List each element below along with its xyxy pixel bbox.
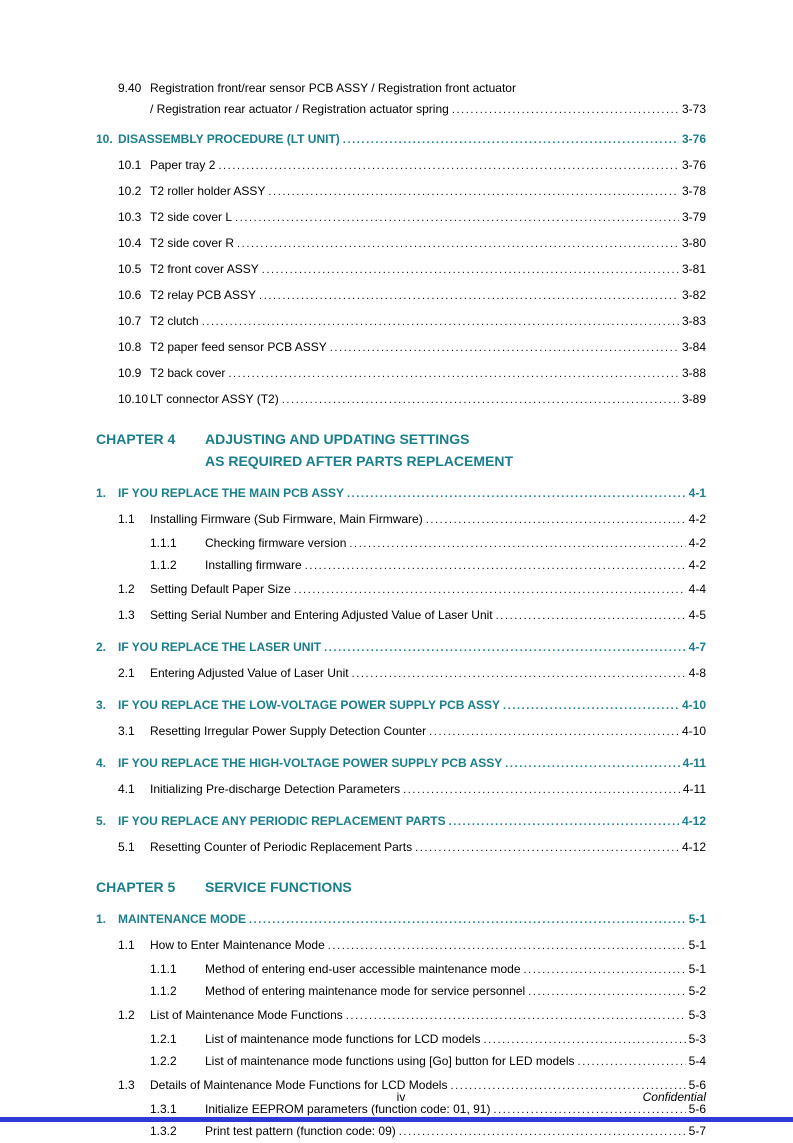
toc-entry[interactable] — [96, 533, 706, 555]
toc-leader-dots — [237, 231, 679, 257]
toc-entry-page: 5-3 — [688, 1008, 706, 1022]
toc-leader-dots — [426, 507, 686, 533]
toc-leader-dots — [282, 387, 679, 413]
toc-entry-number: 1.2 — [118, 582, 135, 596]
footer-confidential-label: Confidential — [642, 1090, 706, 1104]
toc-leader-dots — [415, 835, 679, 861]
toc-entry-page: 4-12 — [681, 840, 706, 854]
toc-entry-number: 1.3 — [118, 608, 135, 622]
toc-entry-title: Installing firmware — [205, 558, 302, 572]
toc-entry[interactable] — [96, 361, 706, 387]
chapter-heading — [96, 428, 706, 472]
toc-leader-dots — [505, 751, 679, 777]
toc-leader-dots — [305, 555, 686, 577]
chapter-heading — [96, 876, 706, 898]
chapter-title-line: AS REQUIRED AFTER PARTS REPLACEMENT — [205, 453, 514, 469]
toc-entry-title: Method of entering maintenance mode for service personnel — [205, 984, 526, 998]
toc-leader-dots — [452, 99, 679, 121]
toc-entry-title: Setting Serial Number and Entering Adjusted Value of Laser Unit — [150, 608, 493, 622]
toc-entry-title: IF YOU REPLACE ANY PERIODIC REPLACEMENT PARTS — [118, 814, 446, 828]
toc-entry-page: 5-1 — [688, 912, 706, 926]
toc-entry-title: List of maintenance mode functions using [Go] button for LED models — [205, 1054, 575, 1068]
chapter-titles — [205, 876, 706, 898]
toc-leader-dots — [524, 959, 686, 981]
toc-leader-dots — [503, 693, 679, 719]
toc-entry-number: 1.1.1 — [150, 536, 177, 550]
toc-leader-dots — [328, 933, 686, 959]
toc-entry-page: 5-4 — [688, 1054, 706, 1068]
toc-entry-title: T2 front cover ASSY — [150, 262, 259, 276]
toc-leader-dots — [399, 1121, 686, 1143]
chapter-label: CHAPTER 5 — [96, 879, 176, 895]
toc-entry-page: 5-1 — [688, 938, 706, 952]
toc-leader-dots — [324, 635, 686, 661]
toc-entry[interactable] — [96, 283, 706, 309]
toc-entry-page: 3-89 — [681, 392, 706, 406]
toc-leader-dots — [330, 335, 679, 361]
toc-leader-dots — [259, 283, 679, 309]
toc-leader-dots — [249, 907, 686, 933]
toc-leader-dots — [235, 205, 679, 231]
toc-entry-number: 10.10 — [118, 392, 149, 406]
toc-entry[interactable] — [96, 661, 706, 687]
toc-entry[interactable] — [96, 577, 706, 603]
toc-leader-dots — [228, 361, 679, 387]
toc-entry-number: 1. — [96, 486, 107, 500]
toc-entry-title: Entering Adjusted Value of Laser Unit — [150, 666, 349, 680]
toc-entry-title: Setting Default Paper Size — [150, 582, 291, 596]
toc-entry-title: T2 side cover L — [150, 210, 233, 224]
toc-entry-title: IF YOU REPLACE THE LASER UNIT — [118, 640, 322, 654]
toc-leader-dots — [429, 719, 679, 745]
chapter-title-line: SERVICE FUNCTIONS — [205, 879, 352, 895]
toc-entry[interactable] — [96, 335, 706, 361]
toc-entry-page: 5-1 — [688, 962, 706, 976]
toc-entry-page: 4-2 — [688, 558, 706, 572]
toc-leader-dots — [449, 809, 679, 835]
toc-leader-dots — [343, 127, 679, 153]
toc-entry-number: 1.3.1 — [150, 1102, 177, 1116]
toc-entry-number: 2.1 — [118, 666, 135, 680]
toc-entry-title: List of maintenance mode functions for LCD models — [205, 1032, 481, 1046]
toc-page-content — [96, 0, 706, 1143]
toc-entry-title: Initializing Pre-discharge Detection Parameters — [150, 782, 401, 796]
toc-leader-dots — [352, 661, 686, 687]
toc-entry-title: Registration front/rear sensor PCB ASSY / Registration front actuator — [150, 81, 516, 95]
toc-entry-number: 10.7 — [118, 314, 142, 328]
toc-entry-number: 1.2.1 — [150, 1032, 177, 1046]
toc-entry[interactable] — [96, 835, 706, 861]
chapter-titles — [205, 428, 706, 472]
toc-entry-title: Installing Firmware (Sub Firmware, Main Firmware) — [150, 512, 423, 526]
toc-entry-page: 3-83 — [681, 314, 706, 328]
toc-entry[interactable] — [96, 933, 706, 959]
toc-entry[interactable] — [96, 205, 706, 231]
toc-entry-title: Details of Maintenance Mode Functions for LCD Models — [150, 1078, 448, 1092]
toc-entry-number: 4.1 — [118, 782, 135, 796]
toc-entry-number: 1.3 — [118, 1078, 135, 1092]
toc-leader-dots — [578, 1051, 686, 1073]
toc-entry[interactable] — [96, 127, 706, 153]
toc-leader-dots — [268, 179, 679, 205]
toc-entry-number: 2. — [96, 640, 107, 654]
toc-entry-page: 3-80 — [681, 236, 706, 250]
toc-entry-number: 1.1.2 — [150, 984, 177, 998]
toc-leader-dots — [496, 603, 686, 629]
toc-entry-number: 10.6 — [118, 288, 142, 302]
toc-entry-page: 4-4 — [688, 582, 706, 596]
toc-entry-title: T2 side cover R — [150, 236, 235, 250]
toc-entry[interactable] — [96, 1029, 706, 1051]
toc-entry[interactable] — [96, 809, 706, 835]
toc-entry-page: 3-73 — [681, 102, 706, 116]
toc-entry-number: 1.3.2 — [150, 1124, 177, 1138]
chapter-label: CHAPTER 4 — [96, 431, 176, 447]
toc-entry-title: IF YOU REPLACE THE HIGH-VOLTAGE POWER SUPPLY PCB ASSY — [118, 756, 503, 770]
toc-entry-number: 3. — [96, 698, 107, 712]
toc-entry-number: 3.1 — [118, 724, 135, 738]
toc-entry-number: 1.1.2 — [150, 558, 177, 572]
toc-leader-dots — [202, 309, 679, 335]
toc-entry[interactable] — [96, 1003, 706, 1029]
toc-entry[interactable] — [96, 507, 706, 533]
toc-entry[interactable] — [96, 179, 706, 205]
toc-entry-page: 4-2 — [688, 536, 706, 550]
toc-entry-title: Method of entering end-user accessible maintenance mode — [205, 962, 521, 976]
toc-entry[interactable] — [96, 309, 706, 335]
toc-leader-dots — [262, 257, 679, 283]
toc-entry-page: 3-76 — [681, 132, 706, 146]
page-bottom-edge — [0, 1117, 793, 1122]
toc-entry[interactable] — [96, 603, 706, 629]
toc-entry[interactable] — [96, 1051, 706, 1073]
toc-entry-number: 10. — [96, 132, 113, 146]
toc-leader-dots — [528, 981, 685, 1003]
toc-entry[interactable] — [96, 257, 706, 283]
toc-entry-title: IF YOU REPLACE THE LOW-VOLTAGE POWER SUPPLY PCB ASSY — [118, 698, 501, 712]
toc-entry-page: 3-82 — [681, 288, 706, 302]
toc-entry-page: 4-11 — [682, 782, 706, 796]
toc-entry-number: 10.4 — [118, 236, 142, 250]
toc-entry-title-continued: / Registration rear actuator / Registration actuator spring — [150, 102, 449, 116]
toc-entry-page: 4-1 — [688, 486, 706, 500]
toc-entry-page: 4-5 — [688, 608, 706, 622]
toc-entry-number: 1.1 — [118, 938, 135, 952]
toc-entry-title: Paper tray 2 — [150, 158, 216, 172]
toc-entry-number: 1.2.2 — [150, 1054, 177, 1068]
chapter-title-line: ADJUSTING AND UPDATING SETTINGS — [205, 431, 470, 447]
toc-entry-title: T2 relay PCB ASSY — [150, 288, 257, 302]
toc-leader-dots — [218, 153, 679, 179]
toc-entry-title: T2 paper feed sensor PCB ASSY — [150, 340, 327, 354]
page-footer — [96, 1090, 706, 1106]
toc-leader-dots — [349, 533, 685, 555]
toc-entry-number: 10.3 — [118, 210, 142, 224]
toc-entry-title: T2 clutch — [150, 314, 199, 328]
toc-leader-dots — [403, 777, 680, 803]
toc-entry[interactable] — [96, 719, 706, 745]
toc-entry-title: How to Enter Maintenance Mode — [150, 938, 325, 952]
toc-entry-title-block — [150, 78, 706, 121]
toc-entry[interactable] — [96, 1121, 706, 1143]
toc-entry-number: 5.1 — [118, 840, 135, 854]
toc-entry-page: 4-10 — [681, 724, 706, 738]
toc-entry-page: 3-78 — [681, 184, 706, 198]
toc-leader-dots — [347, 481, 686, 507]
toc-leader-dots — [346, 1003, 686, 1029]
toc-entry-number: 10.5 — [118, 262, 142, 276]
toc-entry[interactable] — [96, 777, 706, 803]
toc-entry-number: 1.1 — [118, 512, 135, 526]
toc-entry-title: IF YOU REPLACE THE MAIN PCB ASSY — [118, 486, 345, 500]
toc-entry-page: 5-6 — [688, 1102, 706, 1116]
toc-entry-page: 3-88 — [681, 366, 706, 380]
toc-entry-page: 3-81 — [681, 262, 706, 276]
toc-entry-page: 5-3 — [688, 1032, 706, 1046]
toc-entry-page: 4-11 — [682, 756, 706, 770]
toc-entry-number: 10.1 — [118, 158, 142, 172]
toc-entry-page: 5-7 — [688, 1124, 706, 1138]
toc-entry[interactable] — [96, 751, 706, 777]
toc-entry-page: 3-76 — [681, 158, 706, 172]
toc-entry-number: 10.9 — [118, 366, 142, 380]
toc-entry-title-continuation — [150, 99, 706, 121]
toc-entry-title: Print test pattern (function code: 09) — [205, 1124, 396, 1138]
toc-entry[interactable] — [96, 555, 706, 577]
toc-entry[interactable] — [96, 231, 706, 257]
toc-entry-title: T2 roller holder ASSY — [150, 184, 266, 198]
toc-entry-page: 3-84 — [681, 340, 706, 354]
toc-entry-number: 1. — [96, 912, 107, 926]
toc-entry-number: 10.8 — [118, 340, 142, 354]
toc-entry[interactable] — [96, 153, 706, 179]
toc-entry-title: DISASSEMBLY PROCEDURE (LT UNIT) — [118, 132, 340, 146]
toc-entry-title: Initialize EEPROM parameters (function code: 01, 91) — [205, 1102, 491, 1116]
toc-entry-page: 4-10 — [681, 698, 706, 712]
toc-entry[interactable] — [96, 387, 706, 413]
toc-entry-title: List of Maintenance Mode Functions — [150, 1008, 343, 1022]
toc-entry-page: 3-79 — [681, 210, 706, 224]
toc-entry[interactable] — [96, 907, 706, 933]
toc-entry-page: 4-7 — [688, 640, 706, 654]
toc-list — [96, 78, 706, 1143]
toc-entry-number: 4. — [96, 756, 107, 770]
toc-entry-page: 5-2 — [688, 984, 706, 998]
footer-page-number: iv — [396, 1090, 406, 1104]
toc-entry-title: T2 back cover — [150, 366, 226, 380]
toc-entry-title: Resetting Counter of Periodic Replacement Parts — [150, 840, 413, 854]
toc-entry-number: 9.40 — [118, 81, 142, 95]
toc-entry-number: 1.2 — [118, 1008, 135, 1022]
toc-entry-title: LT connector ASSY (T2) — [150, 392, 279, 406]
toc-entry[interactable] — [96, 481, 706, 507]
toc-entry[interactable] — [96, 693, 706, 719]
toc-entry[interactable] — [96, 78, 706, 121]
toc-entry-page: 5-6 — [688, 1078, 706, 1092]
toc-entry-page: 4-8 — [688, 666, 706, 680]
toc-leader-dots — [294, 577, 686, 603]
toc-entry[interactable] — [96, 959, 706, 981]
toc-entry[interactable] — [96, 635, 706, 661]
toc-entry-title: MAINTENANCE MODE — [118, 912, 246, 926]
toc-entry[interactable] — [96, 981, 706, 1003]
toc-entry-title: Resetting Irregular Power Supply Detection Counter — [150, 724, 427, 738]
toc-entry-number: 10.2 — [118, 184, 142, 198]
toc-entry-page: 4-12 — [681, 814, 706, 828]
toc-entry-number: 5. — [96, 814, 107, 828]
toc-entry-page: 4-2 — [688, 512, 706, 526]
toc-entry-number: 1.1.1 — [150, 962, 177, 976]
toc-entry-title: Checking firmware version — [205, 536, 347, 550]
toc-leader-dots — [483, 1029, 685, 1051]
